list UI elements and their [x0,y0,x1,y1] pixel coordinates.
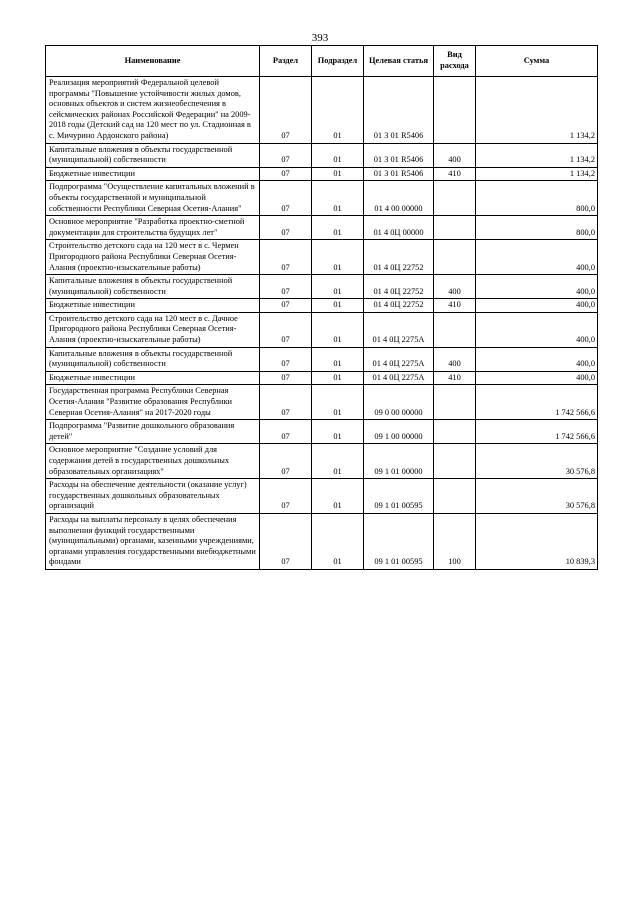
row-amount: 400,0 [476,347,598,371]
row-name: Основное мероприятие "Создание условий для содержания детей в государственных дошкольных образовательных организациях" [46,444,260,479]
row-expense-type: 410 [434,371,476,385]
row-subsection: 01 [312,77,364,144]
row-section: 07 [260,385,312,420]
row-name: Основное мероприятие "Разработка проектно-сметной документации для строительства будущих лет" [46,216,260,240]
table-row [46,275,598,299]
row-amount: 30 576,8 [476,479,598,514]
row-expense-type [434,181,476,216]
row-expense-type [434,240,476,275]
table-header-row [46,46,598,77]
row-amount: 1 134,2 [476,77,598,144]
row-amount: 400,0 [476,275,598,299]
row-expense-type: 400 [434,275,476,299]
row-subsection: 01 [312,479,364,514]
table-row [46,77,598,144]
row-expense-type [434,77,476,144]
row-expense-type: 100 [434,513,476,569]
header-subsection: Подраздел [312,46,364,77]
row-expense-type: 400 [434,347,476,371]
row-section: 07 [260,143,312,167]
table-row [46,240,598,275]
table-row [46,513,598,569]
row-name: Капитальные вложения в объекты государственной (муниципальной) собственности [46,143,260,167]
table-row [46,479,598,514]
row-amount: 30 576,8 [476,444,598,479]
row-name: Реализация мероприятий Федеральной целевой программы "Повышение устойчивости жилых домов, основных объектов и систем жизнеобеспечения в сейсмических районах Российской Федерации" на 2009-2018 годы (Детский сад на 120 мест по ул. Стадионная в с. Мичурино Ардонского района) [46,77,260,144]
row-section: 07 [260,420,312,444]
row-expense-type [434,312,476,347]
row-target-item: 01 4 0Ц 2275А [364,371,434,385]
row-expense-type [434,420,476,444]
row-subsection: 01 [312,371,364,385]
row-amount: 400,0 [476,240,598,275]
row-expense-type [434,444,476,479]
row-subsection: 01 [312,216,364,240]
row-subsection: 01 [312,420,364,444]
row-subsection: 01 [312,240,364,275]
row-amount: 1 134,2 [476,167,598,181]
row-target-item: 01 4 00 00000 [364,181,434,216]
row-amount: 10 839,3 [476,513,598,569]
budget-table [45,45,598,570]
table-row [46,371,598,385]
row-name: Государственная программа Республики Северная Осетия-Алания "Развитие образования Республики Северная Осетия-Алания" на 2017-2020 годы [46,385,260,420]
table-row [46,167,598,181]
row-name: Капитальные вложения в объекты государственной (муниципальной) собственности [46,275,260,299]
row-target-item: 01 4 0Ц 22752 [364,275,434,299]
row-expense-type: 400 [434,143,476,167]
row-section: 07 [260,347,312,371]
header-amount: Сумма [476,46,598,77]
row-target-item: 09 1 01 00000 [364,444,434,479]
row-name: Подпрограмма "Развитие дошкольного образования детей" [46,420,260,444]
row-target-item: 09 0 00 00000 [364,385,434,420]
row-amount: 400,0 [476,371,598,385]
table-row [46,299,598,313]
table-row [46,385,598,420]
row-target-item: 09 1 00 00000 [364,420,434,444]
row-name: Капитальные вложения в объекты государственной (муниципальной) собственности [46,347,260,371]
table-row [46,181,598,216]
header-target-item: Целевая статья [364,46,434,77]
table-row [46,312,598,347]
row-amount: 400,0 [476,312,598,347]
row-expense-type [434,385,476,420]
row-section: 07 [260,181,312,216]
row-expense-type [434,216,476,240]
row-section: 07 [260,216,312,240]
row-target-item: 01 3 01 R5406 [364,77,434,144]
row-name: Расходы на выплаты персоналу в целях обеспечения выполнения функций государственными (муниципальными) органами, казенными учреждениями, органами управления государственными внебюджетными фондами [46,513,260,569]
row-name: Бюджетные инвестиции [46,167,260,181]
page-number: 393 [311,32,329,44]
row-expense-type: 410 [434,299,476,313]
row-section: 07 [260,299,312,313]
table-row [46,444,598,479]
row-section: 07 [260,167,312,181]
row-amount: 1 742 566,6 [476,420,598,444]
row-subsection: 01 [312,143,364,167]
row-subsection: 01 [312,513,364,569]
table-row [46,143,598,167]
row-section: 07 [260,77,312,144]
row-amount: 1 742 566,6 [476,385,598,420]
row-target-item: 01 3 01 R5406 [364,167,434,181]
row-target-item: 01 4 0Ц 22752 [364,299,434,313]
row-subsection: 01 [312,444,364,479]
row-subsection: 01 [312,347,364,371]
row-target-item: 01 4 0Ц 2275А [364,312,434,347]
row-subsection: 01 [312,275,364,299]
row-amount: 400,0 [476,299,598,313]
row-section: 07 [260,444,312,479]
table-row [46,420,598,444]
row-name: Подпрограмма "Осуществление капитальных вложений в объекты государственной и муниципальной собственности Республики Северная Осетия-Алания" [46,181,260,216]
row-amount: 1 134,2 [476,143,598,167]
row-subsection: 01 [312,312,364,347]
row-section: 07 [260,479,312,514]
row-target-item: 09 1 01 00595 [364,513,434,569]
row-section: 07 [260,312,312,347]
row-target-item: 01 3 01 R5406 [364,143,434,167]
row-name: Расходы на обеспечение деятельности (оказание услуг) государственных дошкольных образовательных организаций [46,479,260,514]
row-name: Бюджетные инвестиции [46,299,260,313]
row-subsection: 01 [312,181,364,216]
header-name: Наименование [46,46,260,77]
row-expense-type: 410 [434,167,476,181]
row-name: Бюджетные инвестиции [46,371,260,385]
row-target-item: 01 4 0Ц 2275А [364,347,434,371]
table-row [46,347,598,371]
row-section: 07 [260,275,312,299]
row-section: 07 [260,240,312,275]
header-expense-type: Вид расхода [434,46,476,77]
row-target-item: 01 4 0Ц 00000 [364,216,434,240]
table-row [46,216,598,240]
row-section: 07 [260,513,312,569]
row-name: Строительство детского сада на 120 мест в с. Чермен Пригородного района Республики Северная Осетия-Алания (проектно-изыскательные работы) [46,240,260,275]
row-name: Строительство детского сада на 120 мест в с. Дачное Пригородного района Республики Северная Осетия-Алания (проектно-изыскательные работы) [46,312,260,347]
row-target-item: 01 4 0Ц 22752 [364,240,434,275]
row-expense-type [434,479,476,514]
row-subsection: 01 [312,167,364,181]
row-subsection: 01 [312,385,364,420]
row-amount: 800,0 [476,216,598,240]
row-section: 07 [260,371,312,385]
row-amount: 800,0 [476,181,598,216]
header-section: Раздел [260,46,312,77]
row-target-item: 09 1 01 00595 [364,479,434,514]
row-subsection: 01 [312,299,364,313]
